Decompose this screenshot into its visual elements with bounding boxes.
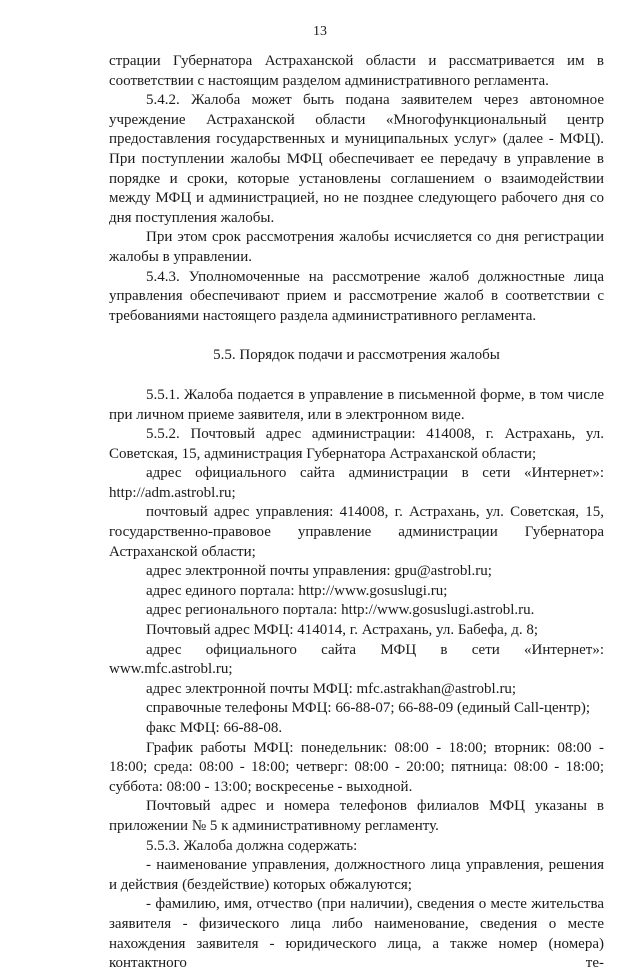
paragraph-5-5-1: 5.5.1. Жалоба подается в управление в письменной форме, в том числе при личном приеме заявителя, или в электронном виде. xyxy=(109,386,604,423)
section-heading-5-5: 5.5. Порядок подачи и рассмотрения жалобы xyxy=(213,347,500,364)
paragraph-mfc-schedule: График работы МФЦ: понедельник: 08:00 - 18:00; вторник: 08:00 - 18:00; среда: 08:00 - 18:00; четверг: 08:00 - 20:00; пятница: 08:00 - 18:00; суббота: 08:00 - 13:00; воскресенье - выходной. xyxy=(109,739,604,795)
paragraph-5-5-2: 5.5.2. Почтовый адрес администрации: 414008, г. Астрахань, ул. Советская, 15, администрация Губернатора Астраханской области; xyxy=(109,426,604,462)
list-item-applicant-details: - фамилию, имя, отчество (при наличии), сведения о месте жительства заявителя - физического лица либо наименование, сведения о месте нахождения заявителя - юридического лица, а также номер (номера) контактного те- xyxy=(109,896,604,972)
paragraph-mfc-email: адрес электронной почты МФЦ: mfc.astrakhan@astrobl.ru; xyxy=(146,680,517,697)
paragraph-regional-portal: адрес регионального портала: http://www.gosuslugi.astrobl.ru. xyxy=(146,602,535,619)
paragraph-mfc-branches: Почтовый адрес и номера телефонов филиалов МФЦ указаны в приложении № 5 к административному регламенту. xyxy=(109,798,604,834)
paragraph-admin-website: адрес официального сайта администрации в сети «Интернет»: http://adm.astrobl.ru; xyxy=(109,465,604,501)
page-number: 13 xyxy=(313,24,327,39)
paragraph-5-5-3: 5.5.3. Жалоба должна содержать: xyxy=(146,837,358,854)
paragraph-mfc-website: адрес официального сайта МФЦ в сети «Интернет»: www.mfc.astrobl.ru; xyxy=(109,641,604,678)
list-item-authority-name: - наименование управления, должностного лица управления, решения и действия (бездействие) которых обжалуются; xyxy=(109,857,604,893)
paragraph-department-address: почтовый адрес управления: 414008, г. Астрахань, ул. Советская, 15, государственно-правовое управление администрации Губернатора Астраханской области; xyxy=(109,504,604,560)
paragraph-mfc-phones: справочные телефоны МФЦ: 66-88-07; 66-88-09 (единый Call-центр); xyxy=(146,700,591,717)
paragraph-mfc-fax: факс МФЦ: 66-88-08. xyxy=(146,720,283,736)
paragraph-5-4-3: 5.4.3. Уполномоченные на рассмотрение жалоб должностные лица управления обеспечивают прием и рассмотрение жалоб в соответствии с требованиями настоящего раздела административного регламента. xyxy=(109,268,604,324)
paragraph-review-term: При этом срок рассмотрения жалобы исчисляется со дня регистрации жалобы в управлении. xyxy=(109,229,604,265)
document-body xyxy=(109,52,604,974)
paragraph-continuation: страции Губернатора Астраханской области и рассматривается им в соответствии с настоящим разделом административного регламента. xyxy=(109,53,604,89)
paragraph-unified-portal: адрес единого портала: http://www.gosuslugi.ru; xyxy=(146,582,448,599)
paragraph-5-4-2: 5.4.2. Жалоба может быть подана заявителем через автономное учреждение Астраханской области «Многофункциональный центр предоставления государственных и муниципальных услуг» (далее - МФЦ). При поступлении жалобы МФЦ обеспечивает ее передачу в управление в порядке и сроки, которые установлены соглашением о взаимодействии между МФЦ и администрацией, но не позднее следующего рабочего дня со дня поступления жалобы. xyxy=(109,92,604,226)
paragraph-mfc-address: Почтовый адрес МФЦ: 414014, г. Астрахань, ул. Бабефа, д. 8; xyxy=(146,622,539,639)
paragraph-department-email: адрес электронной почты управления: gpu@astrobl.ru; xyxy=(146,563,492,580)
